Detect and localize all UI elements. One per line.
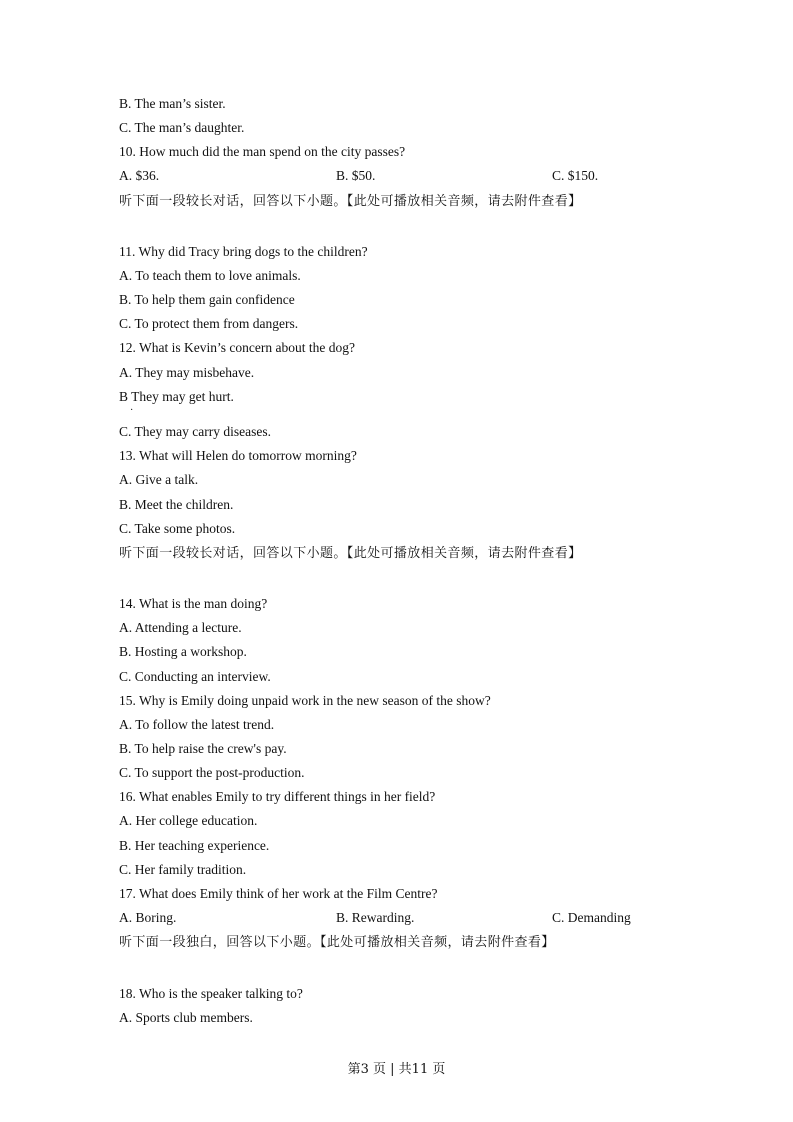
option-a: A. $36. <box>119 168 160 183</box>
option-text: B. To help them gain confidence <box>119 292 295 307</box>
option-c: C. $150. <box>552 168 599 183</box>
option-text: A. Sports club members. <box>119 1010 253 1025</box>
option-text: B They may get hurt. <box>119 389 234 404</box>
option-text: C. To support the post-production. <box>119 765 305 780</box>
option-text: B. To help raise the crew's pay. <box>119 741 287 756</box>
option-text: C. To protect them from dangers. <box>119 316 299 331</box>
option-text: B. Her teaching experience. <box>119 838 270 853</box>
section-instruction: 听下面一段较长对话，回答以下小题。【此处可播放相关音频，请去附件查看】 <box>119 194 582 209</box>
option-text: C. The man’s daughter. <box>119 120 245 135</box>
section-instruction: 听下面一段独白，回答以下小题。【此处可播放相关音频，请去附件查看】 <box>119 935 555 950</box>
option-b: B. Rewarding. <box>336 910 415 925</box>
option-text: A. Her college education. <box>119 813 258 828</box>
option-text: B. Hosting a workshop. <box>119 644 247 659</box>
option-text: C. They may carry diseases. <box>119 424 271 439</box>
option-text: C. Her family tradition. <box>119 862 247 877</box>
question-text: 12. What is Kevin’s concern about the dog? <box>119 340 355 355</box>
question-text: 18. Who is the speaker talking to? <box>119 986 303 1001</box>
option-text: B. The man’s sister. <box>119 96 226 111</box>
page-footer: 第3 页 | 共11 页 <box>347 1062 446 1077</box>
question-text: 10. How much did the man spend on the city passes? <box>119 144 406 159</box>
option-b: B. $50. <box>336 168 376 183</box>
option-text: A. To teach them to love animals. <box>119 268 301 283</box>
option-a: A. Boring. <box>119 910 177 925</box>
option-text: A. They may misbehave. <box>119 365 255 380</box>
question-text: 13. What will Helen do tomorrow morning? <box>119 448 357 463</box>
option-text: B. Meet the children. <box>119 497 234 512</box>
question-text: 15. Why is Emily doing unpaid work in the new season of the show? <box>119 693 491 708</box>
dot-mark: · <box>130 405 134 416</box>
section-instruction: 听下面一段较长对话，回答以下小题。【此处可播放相关音频，请去附件查看】 <box>119 546 582 561</box>
question-text: 11. Why did Tracy bring dogs to the children? <box>119 244 368 259</box>
option-c: C. Demanding <box>552 910 631 925</box>
question-text: 14. What is the man doing? <box>119 596 268 611</box>
question-text: 16. What enables Emily to try different things in her field? <box>119 789 436 804</box>
option-text: C. Take some photos. <box>119 521 236 536</box>
option-text: A. To follow the latest trend. <box>119 717 275 732</box>
option-text: A. Give a talk. <box>119 472 199 487</box>
option-text: A. Attending a lecture. <box>119 620 242 635</box>
option-text: C. Conducting an interview. <box>119 669 271 684</box>
question-text: 17. What does Emily think of her work at the Film Centre? <box>119 886 438 901</box>
